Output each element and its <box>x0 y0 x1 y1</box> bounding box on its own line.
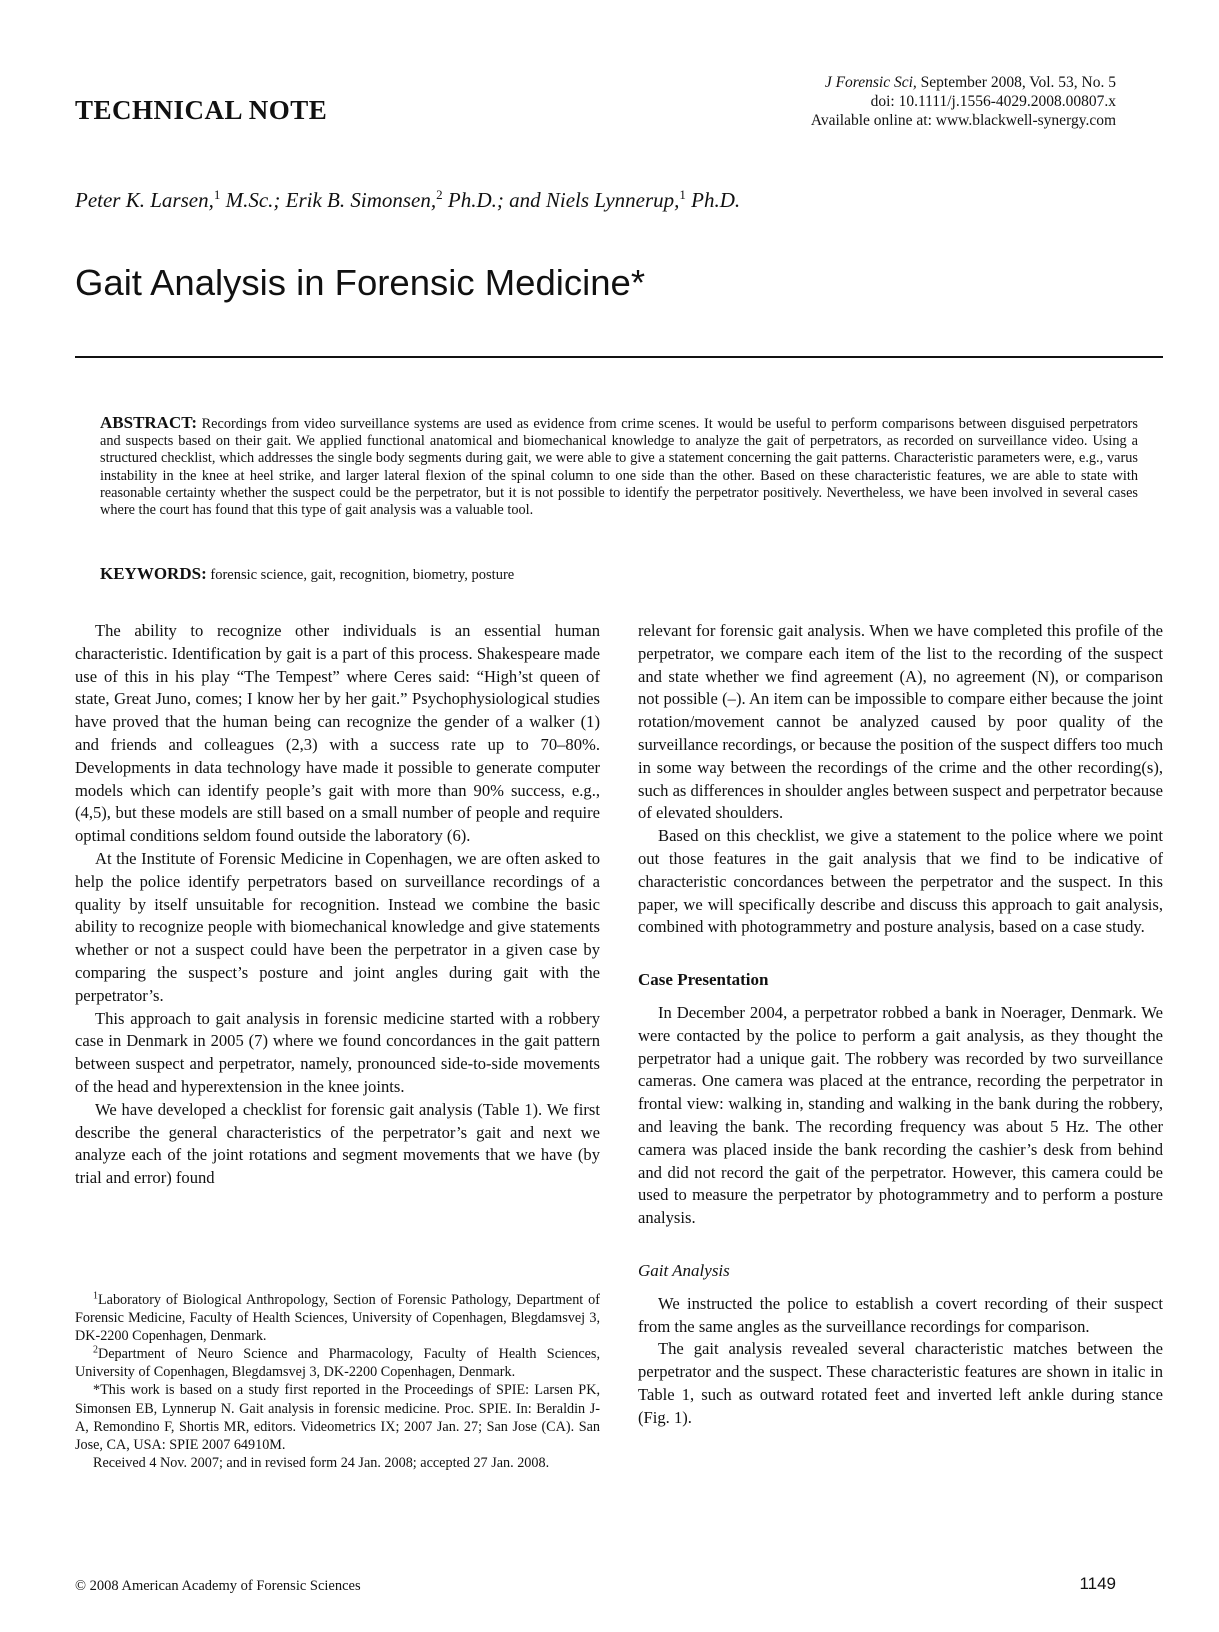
author-2: M.Sc.; Erik B. Simonsen, <box>220 188 437 212</box>
author-1: Peter K. Larsen, <box>75 188 214 212</box>
body-paragraph: At the Institute of Forensic Medicine in Copenhagen, we are often asked to help the police identify perpetrators based on surveillance recordings of a quality by itself unsuitable for recognition. Instead we combine the basic ability to recognize people with biomechanical knowledge and give statements whether or not a suspect could have been the perpetrator in a given case by comparing the suspect’s posture and joint angles during gait with the perpetrator’s. <box>75 848 600 1005</box>
author-1-affiliation: 1 <box>213 187 221 202</box>
body-paragraph: We instructed the police to establish a covert recording of their suspect from the same angles as the surveillance recordings for comparison. <box>638 1293 1163 1336</box>
author-2-affiliation: 2 <box>436 187 443 202</box>
section-label: TECHNICAL NOTE <box>75 95 328 125</box>
body-paragraph: The ability to recognize other individuals is an essential human characteristic. Identification by gait is a part of this process. Shakespeare made use of this in his play “The Tempest” where Ceres said: “High’st queen of state, Great Juno, comes; I know her by her gait.” Psychophysiological studies have proved that the human being can recognize the gender of a walker (1) and friends and colleagues (2,3) with a success rate up to 70–80%. Developments in data technology have made it possible to generate computer models which can identify people’s gait with more than 90% success, e.g., (4,5), but these models are still based on a small number of people and require optimal conditions seldom found outside the laboratory (6). <box>75 621 600 846</box>
paper-title: Gait Analysis in Forensic Medicine* <box>75 262 646 303</box>
received-dates: Received 4 Nov. 2007; and in revised form 24 Jan. 2008; accepted 27 Jan. 2008. <box>93 1454 550 1471</box>
abstract-label: ABSTRACT: <box>100 413 197 432</box>
footnote-1-marker: 1 <box>93 1290 98 1302</box>
body-paragraph: In December 2004, a perpetrator robbed a bank in Noerager, Denmark. We were contacted by the police to perform a gait analysis, as they thought the perpetrator had a unique gait. The robbery was recorded by two surveillance cameras. One camera was placed at the entrance, recording the perpetrator in frontal view: walking in, standing and walking in the bank during the robbery, and leaving the bank. The recording frequency was about 5 Hz. The other camera was placed inside the bank recording the cashier’s desk from behind and did not record the gait of the perpetrator. However, this camera could be used to measure the perpetrator by photogrammetry and to perform a posture analysis. <box>638 1002 1163 1228</box>
author-3-degree: Ph.D. <box>685 188 741 212</box>
body-paragraph: Based on this checklist, we give a statement to the police where we point out those features in the gait analysis that we find to be indicative of characteristic concordances between the perpetrator and the suspect. In this paper, we will specifically describe and discuss this approach to gait analysis, combined with photogrammetry and posture analysis, based on a case study. <box>638 826 1163 937</box>
right-column <box>638 620 1163 1430</box>
journal-citation <box>811 73 1116 92</box>
abstract <box>100 414 1138 519</box>
footnote-1-text: Laboratory of Biological Anthropology, Section of Forensic Pathology, Department of Forensic Medicine, Faculty of Health Sciences, University of Copenhagen, Blegdamsvej 3, DK-2200 Copenhagen, Denmark. <box>75 1292 600 1345</box>
footnote-2-marker: 2 <box>93 1344 98 1356</box>
footnote-3: *This work is based on a study first reported in the Proceedings of SPIE: Larsen PK, Simonsen EB, Lynnerup N. Gait analysis in forensic medicine. Proc. SPIE. In: Beraldin J-A, Remondino F, Shortis MR, editors. Videometrics IX; 2007 Jan. 27; San Jose (CA). San Jose, CA, USA: SPIE 2007 64910M. <box>75 1382 600 1453</box>
subsection-heading: Gait Analysis <box>638 1260 730 1280</box>
author-3-affiliation: 1 <box>679 187 686 202</box>
body-paragraph: relevant for forensic gait analysis. When we have completed this profile of the perpetrator, we compare each item of the list to the recording of the suspect and state whether we find agreement (A), no agreement (N), or comparison not possible (–). An item can be impossible to compare either because the joint rotation/movement cannot be analyzed caused by poor quality of the surveillance recordings, or because the position of the suspect differs too much in some way between the recordings of the crime and the other recording(s), such as differences in shoulder angles between suspect and perpetrator because of elevated shoulders. <box>638 621 1163 823</box>
left-column <box>75 620 600 1190</box>
journal-issue: September 2008, Vol. 53, No. 5 <box>920 74 1116 91</box>
journal-name: J Forensic Sci, <box>824 74 917 91</box>
body-paragraph: This approach to gait analysis in forensic medicine started with a robbery case in Denmark in 2005 (7) where we found concordances in the gait pattern between suspect and perpetrator, namely, pronounced side-to-side movements of the head and hyperextension in the knee joints. <box>75 1008 600 1096</box>
footnote-2-text: Department of Neuro Science and Pharmacology, Faculty of Health Sciences, University of Copenhagen, Blegdamsvej 3, DK-2200 Copenhagen, Denmark. <box>75 1346 600 1381</box>
abstract-text: Recordings from video surveillance systems are used as evidence from crime scenes. It would be useful to perform comparisons between disguised perpetrators and suspects based on their gait. We applied functional anatomical and biomechanical knowledge to analyze the gait of perpetrators, as recorded on surveillance video. Using a structured checklist, which addresses the single body segments during gait, we were able to give a statement concerning the gait patterns. Characteristic parameters were, e.g., varus instability in the knee at heel strike, and larger lateral flexion of the spinal column to one side than the other. Based on these characteristic features, we are able to state with reasonable certainty whether the suspect could be the perpetrator, but it is not possible to identify the perpetrator positively. Nevertheless, we have been involved in several cases where the court has found that this type of gait analysis was a valuable tool. <box>100 416 1138 519</box>
section-heading: Case Presentation <box>638 970 769 990</box>
keywords-label: KEYWORDS: <box>100 564 207 583</box>
page-number: 1149 <box>1079 1574 1116 1593</box>
author-3: Ph.D.; and Niels Lynnerup, <box>442 188 680 212</box>
journal-doi: doi: 10.1111/j.1556-4029.2008.00807.x <box>870 93 1116 110</box>
keywords-text: forensic science, gait, recognition, biometry, posture <box>210 567 515 583</box>
body-paragraph: We have developed a checklist for forensic gait analysis (Table 1). We first describe the general characteristics of the perpetrator’s gait and next we analyze each of the joint rotations and segment movements that we have (by trial and error) found <box>75 1099 600 1188</box>
footnote-1 <box>75 1291 600 1345</box>
title-divider <box>75 356 1163 358</box>
footnotes <box>75 1291 600 1472</box>
body-paragraph: The gait analysis revealed several characteristic matches between the perpetrator and the suspect. These characteristic features are shown in italic in Table 1, such as outward rotated feet and inverted left ankle during stance (Fig. 1). <box>638 1339 1163 1427</box>
author-list <box>75 188 740 213</box>
journal-info <box>811 73 1116 130</box>
copyright-notice: © 2008 American Academy of Forensic Sciences <box>75 1578 361 1594</box>
keywords <box>100 564 514 584</box>
footnote-2 <box>75 1345 600 1381</box>
journal-availability: Available online at: www.blackwell-synergy.com <box>810 112 1116 129</box>
